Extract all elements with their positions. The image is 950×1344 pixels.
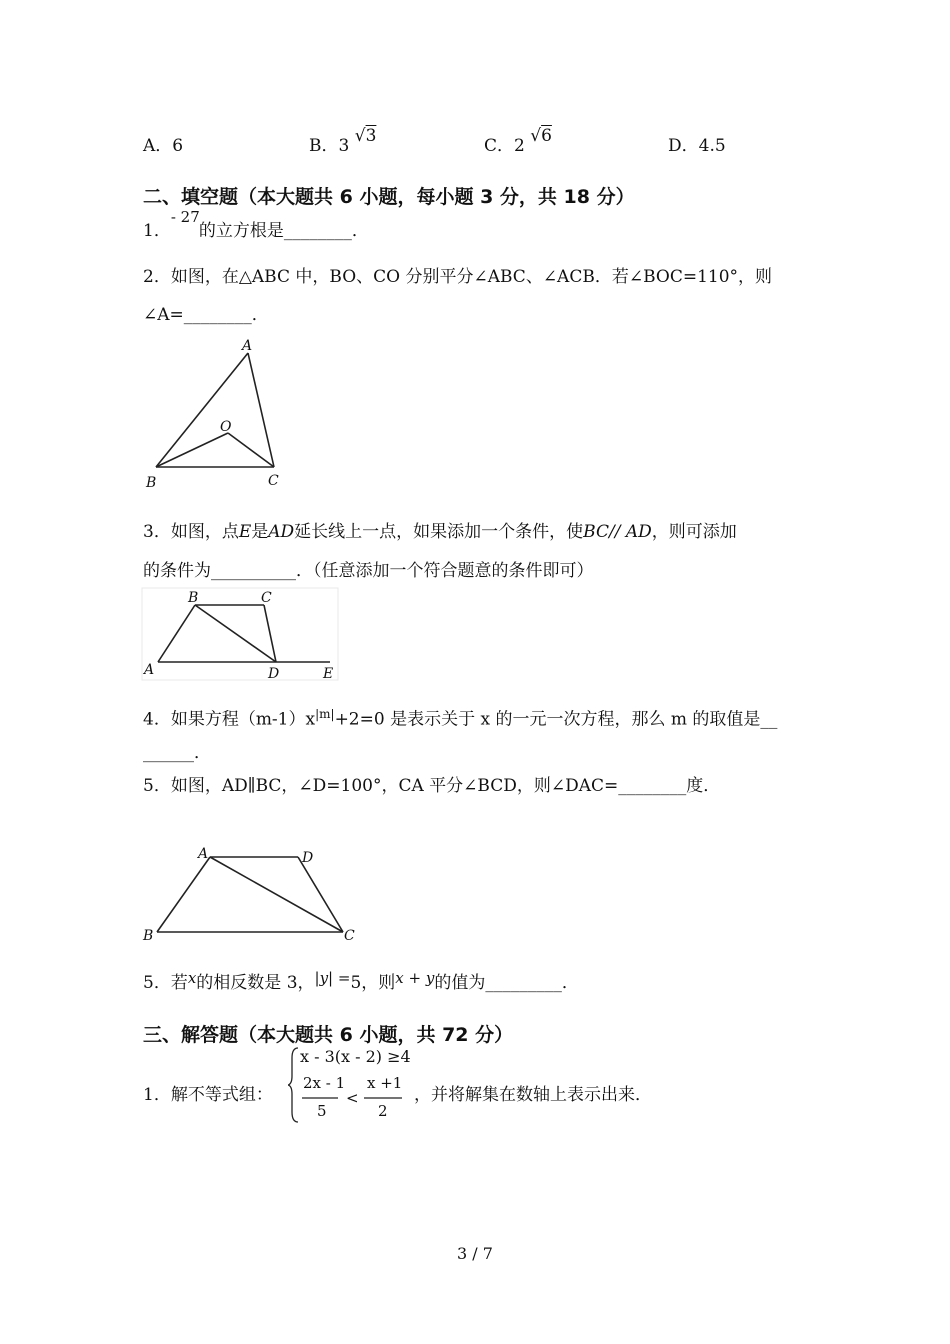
option-c-radicand: 6: [541, 126, 552, 146]
label-d: D: [268, 666, 280, 682]
s2-q6-p1: 5．若: [143, 973, 188, 993]
edge-ab: [157, 857, 210, 932]
s2-q6-p4: 的值为_________．: [434, 973, 579, 993]
s2-q3-ad: AD: [268, 522, 295, 542]
s2-q1-radicand: - 27: [170, 208, 200, 226]
label-c: C: [268, 473, 279, 489]
segment-bo: [156, 433, 228, 467]
s2-q4-exp: |m|: [315, 707, 335, 721]
sqrt-symbol: √3: [354, 126, 377, 146]
label-c: C: [344, 928, 355, 944]
edge-ab: [158, 605, 195, 662]
s2-q4-p2: +2=0 是表示关于 x 的一元一次方程，那么 m 的取值是__: [334, 709, 778, 730]
s3-q1-frac1-den: 5: [317, 1102, 327, 1120]
brace-icon: [288, 1048, 298, 1122]
s2-q3-line2: 的条件为__________．（任意添加一个符合题意的条件即可）: [143, 561, 594, 581]
s3-q1-tail: ，并将解集在数轴上表示出来．: [414, 1085, 652, 1105]
s2-q2-line1: 2．如图，在△ABC 中，BO、CO 分别平分∠ABC、∠ACB．若∠BOC=110°，则: [143, 267, 773, 287]
edge-dc: [298, 857, 343, 932]
option-c: [484, 126, 552, 157]
s2-q3-line1: [143, 521, 737, 543]
s3-q1-frac2-num: x +1: [367, 1074, 403, 1092]
s2-q1-num: 1．: [143, 221, 171, 241]
s2-q6-p3: 5，则: [350, 973, 396, 993]
s2-q3-p3: 延长线上一点，如果添加一个条件，使: [294, 522, 584, 542]
s2-q4-p1: 4．如果方程（m-1）x: [143, 709, 316, 730]
s2-q4-line1: [143, 703, 777, 731]
option-a: A．6: [143, 136, 184, 156]
label-e: E: [323, 666, 334, 682]
section2-heading: 二、填空题（本大题共 6 小题，每小题 3 分，共 18 分）: [143, 186, 635, 208]
s2-q3-e: E: [238, 522, 252, 542]
s2-q6-x: x: [187, 969, 197, 987]
label-a: A: [242, 338, 253, 354]
s2-q3-bcad: BC// AD: [583, 522, 652, 542]
label-a: A: [144, 662, 155, 678]
s2-q6-xy: x + y: [395, 969, 435, 987]
edge-cd: [264, 605, 276, 662]
label-o: O: [220, 419, 232, 435]
option-b-prefix: B．3: [309, 136, 350, 156]
label-b: B: [188, 590, 199, 606]
s2-q6: [143, 969, 579, 994]
s2-q2-line2: ∠A=________．: [143, 305, 269, 325]
edge-ab: [156, 353, 248, 467]
s2-q1: [143, 208, 369, 242]
label-b: B: [146, 475, 157, 491]
label-b: B: [143, 928, 154, 944]
s2-q3-p1: 3．如图，点: [143, 522, 239, 542]
s3-q1-label: 1．解不等式组：: [143, 1085, 273, 1105]
option-c-prefix: C．2: [484, 136, 525, 156]
triangle-abc-figure: [140, 335, 290, 495]
option-b-radicand: 3: [365, 126, 377, 146]
label-c: C: [261, 590, 272, 606]
sqrt-symbol: √6: [530, 126, 552, 146]
s3-q1-ineq1: x - 3(x - 2) ≥4: [300, 1047, 411, 1066]
s2-q6-absy: |y| =: [314, 969, 351, 987]
s2-q1-text: 的立方根是________．: [198, 221, 369, 241]
diagonal-ac: [210, 857, 343, 932]
s2-q3-p2: 是: [251, 522, 269, 542]
s3-q1-frac1-num: 2x - 1: [303, 1074, 346, 1092]
diagonal-bd: [195, 605, 276, 662]
s2-q3-p4: ，则可添加: [651, 522, 737, 542]
label-d: D: [302, 850, 314, 866]
s2-q4-line2: ______．: [143, 743, 211, 763]
option-b: [309, 126, 377, 157]
trapezoid-abcd-e-figure: [140, 586, 340, 682]
s2-q5-text: 5．如图，AD∥BC，∠D=100°，CA 平分∠BCD，则∠DAC=________度．: [143, 776, 721, 796]
s3-q1-lt: <: [346, 1089, 359, 1107]
section3-heading: 三、解答题（本大题共 6 小题，共 72 分）: [143, 1024, 514, 1046]
label-a: A: [198, 846, 209, 862]
trapezoid-abcd-figure: [140, 840, 365, 945]
s3-q1-frac2-den: 2: [378, 1102, 388, 1120]
s2-q6-p2: 的相反数是 3，: [196, 973, 315, 993]
page-number: 3 / 7: [457, 1244, 493, 1263]
option-d: D．4.5: [668, 136, 726, 156]
